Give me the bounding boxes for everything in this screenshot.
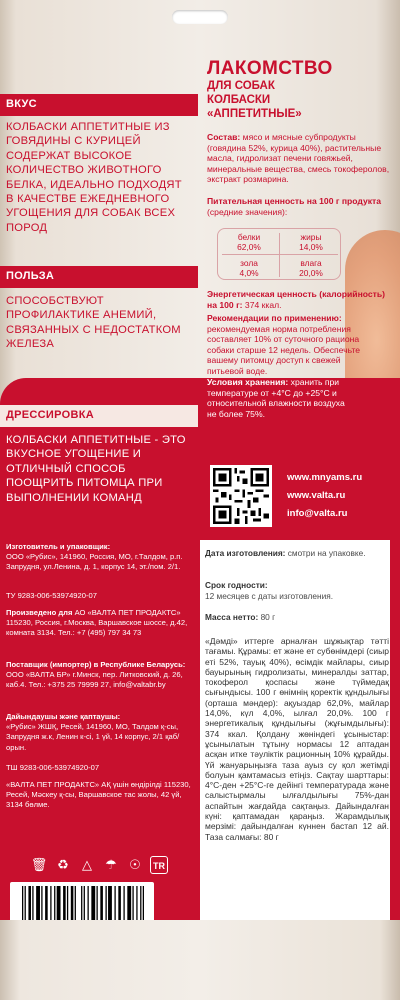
symbols-row (30, 856, 170, 878)
net-mass (205, 612, 391, 623)
kz-tu-number: ТШ 9283-006-53974920-07 (6, 763, 100, 772)
producer-label: Произведено для (6, 608, 73, 617)
made-date (205, 548, 391, 559)
bottom-seal (0, 920, 400, 1000)
storage-text: хранить при температуре от +4°С до +25°С и относительной влажности воздуха не более 75%. (207, 377, 345, 419)
importer-label: Поставщик (импортер) в Республике Беларусь: (6, 660, 186, 669)
link-email[interactable]: info@valta.ru (287, 508, 348, 519)
protein-value: 62,0% (237, 242, 261, 252)
product-title: ЛАКОМСТВО (207, 58, 333, 79)
keep-dry-icon: ☂ (105, 857, 117, 872)
usage (207, 313, 372, 377)
nutrition-heading (207, 196, 392, 217)
hang-hole (172, 10, 228, 24)
producer-text: АО «ВАЛТА ПЕТ ПРОДАКТС» 115230, Россия, г.Москва, Варшавское шоссе, д.42, комната 3134. Тел.: +7 (495) 797 34 73 (6, 608, 188, 638)
benefit-header (0, 266, 198, 288)
usage-label: Рекомендации по применению: (207, 313, 342, 323)
shelf-text: 12 месяцев с даты изготовления. (205, 590, 333, 601)
benefit-title: ПОЛЬЗА (6, 270, 55, 282)
trash-bin-icon: 🗑 (30, 857, 48, 872)
shelf-label: Срок годности: (205, 580, 268, 590)
importer-block (6, 660, 196, 691)
kz-maker-text: «Рубис» ЖШҚ, Ресей, 141960, МО, Талдом қ-сы, Запрудня ж.к, Ленин к-сі, 1 үй, 14 корпус, 2/1 қаб/орын. (6, 722, 180, 752)
training-header (0, 405, 198, 427)
ash-label: зола (240, 258, 258, 268)
kz-maker-block (6, 712, 196, 753)
nutrition-table (217, 228, 341, 280)
mass-text: 80 г (260, 612, 276, 622)
nutrition-label: Питательная ценность на 100 г продукта (207, 196, 382, 206)
tu-number: ТУ 9283-006-53974920-07 (6, 591, 97, 600)
moisture-label: влага (300, 258, 322, 268)
moisture-value: 20,0% (299, 268, 323, 278)
made-text: смотри на упаковке. (287, 548, 366, 558)
product-sub-1: ДЛЯ СОБАК (207, 80, 275, 92)
qr-code-icon (213, 468, 269, 524)
maker-text: ООО «Рубис», 141960, Россия, МО, г.Талдом, р.п. Запрудня, ул.Ленина, д. 1, корпус 14, эт./пом. 2/1. (6, 552, 183, 572)
producer-block (6, 608, 196, 639)
kz-producer-text: «ВАЛТА ПЕТ ПРОДАКТС» АҚ үшін өндірілді 115230, Ресей, Мәскеу қ-сы, Варшавское тас жолы, 42 үй, 3134 бөлме. (6, 780, 191, 810)
training-text: КОЛБАСКИ АППЕТИТНЫЕ - ЭТО ВКУСНОЕ УГОЩЕНИЕ И ОТЛИЧНЫЙ СПОСОБ ПООЩРИТЬ ПИТОМЦА ПРИ ВЫПОЛНЕНИИ КОМАНД (6, 434, 186, 504)
fat-label: жиры (300, 232, 322, 242)
storage-label: Условия хранения: (207, 377, 289, 387)
ash-value: 4,0% (239, 268, 259, 278)
recycle-icon: ♻ (57, 857, 69, 872)
usage-text: рекомендуемая норма потребления составляет 10% от суточного рациона собаки старше 12 недель. Обеспечьте вашему питомцу доступ к свежей питьевой воде. (207, 323, 361, 376)
composition (207, 132, 392, 185)
benefit-text: СПОСОБСТВУЮТ ПРОФИЛАКТИКЕ АНЕМИЙ, СВЯЗАННЫХ С НЕДОСТАТКОМ ЖЕЛЕЗА (6, 295, 181, 351)
taste-title: ВКУС (6, 98, 37, 110)
maker-block (6, 542, 196, 573)
qr-code[interactable] (210, 465, 272, 527)
link-mnyams[interactable]: www.mnyams.ru (287, 472, 363, 483)
taste-text: КОЛБАСКИ АППЕТИТНЫЕ ИЗ ГОВЯДИНЫ С КУРИЦЕЙ СОДЕРЖАТ ВЫСОКОЕ КОЛИЧЕСТВО ЖИВОТНОГО БЕЛКА, ИДЕАЛЬНО ПОДХОДЯТ В КАЧЕСТВЕ ЕЖЕДНЕВНОГО УГОЩЕНИЯ ДЛЯ СОБАК ВСЕХ ПОРОД (6, 121, 182, 234)
composition-text: мясо и мясные субпродукты (говядина 52%, курица 40%), растительные масла, гидролизат печени говяжьей, минеральные вещества, смесь токоферолов, экстракт розмарина. (207, 132, 390, 185)
energy-value: 374 ккал. (244, 299, 282, 310)
storage (207, 377, 347, 419)
energy-label: Энергетическая ценность (калорийность) на 100 г: (207, 289, 386, 310)
composition-label: Состав: (207, 132, 241, 142)
fat-value: 14,0% (299, 242, 323, 252)
product-sub-2: КОЛБАСКИ (207, 94, 271, 106)
kz-maker-label: Дайындаушы және қаптаушы: (6, 712, 121, 721)
product-sub-3: «АППЕТИТНЫЕ» (207, 108, 302, 120)
kazakh-text: «Дәмді» иттерге арналған шұжықтар тәтті тағамы. Құрамы: ет және ет субөнімдері (сиыр еті 52%, тауық 40%), өсімдік майлары, сиыр бауырының гидролизаты, минералды заттар, токоферол қоспасы және түймедақ сығындысы. 100 г өнімнің қоректік құндылығы (орташа мәндер): ақуыздар 62,0%, майлар 14,0%, күл 4,0%, ылғал 20,0%. 100 г энергетикалық құндылығы (жұғымдылығы): 374 ккал. Қолдану жөніндегі ұсыныстар: ұсынылатын тұтыну нормасы 12 аптадан асқан итке тәуліктік рационның 10% құрайды. Үй жануарыңызға таза ауыз су қол жетімді болуын қамтамасыз етіңіз. Сақтау шарттары: 4°С-ден +25°С-ге дейінгі температурада және салыстырмалы ылғалдылығы 75%-дан аспайтын жағдайда сақтаңыз. Дайындалған күні: қаптамадан қараңыз. Жарамдылық мерзімі: дайындалған күннен бастап 12 ай. Таза салмағы: 80 г (205, 636, 389, 842)
protein-label: белки (237, 232, 261, 242)
shelf-life (205, 580, 391, 601)
training-title: ДРЕССИРОВКА (6, 409, 94, 421)
ldpe-icon: △ (82, 857, 92, 872)
maker-label: Изготовитель и упаковщик: (6, 542, 111, 551)
made-label: Дата изготовления: (205, 548, 286, 558)
importer-text: ООО «ВАЛТА БР» г.Минск, пер. Литковский, д. 26, каб.4. Тел.: +375 25 79999 27, info@valtabr.by (6, 670, 183, 690)
link-valta[interactable]: www.valta.ru (287, 490, 346, 501)
taste-header (0, 94, 198, 116)
nutrition-note: (средние значения): (207, 206, 288, 217)
tr-mark-icon: TR (150, 856, 168, 874)
tidyman-icon: ☉ (129, 857, 141, 872)
energy (207, 289, 387, 310)
mass-label: Масса нетто: (205, 612, 259, 622)
